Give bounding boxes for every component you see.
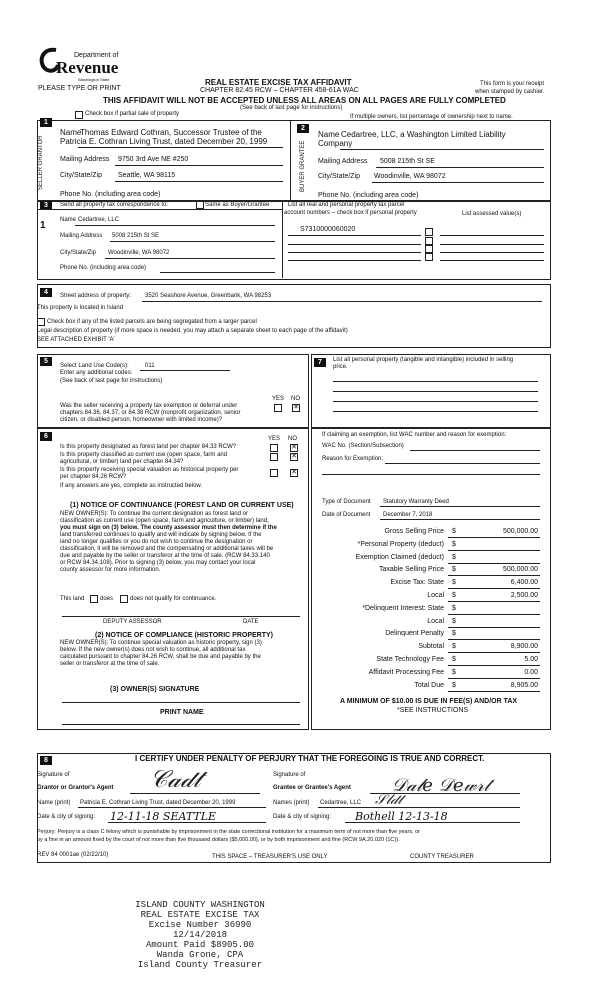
s6-q2-2: agricultural, or timber) land per chapter 84.34? (60, 459, 184, 465)
notice1-title: (1) NOTICE OF CONTINUANCE (FOREST LAND OR CURRENT USE) (70, 502, 294, 509)
grantor-date-city-label: Date & city of signing: (37, 814, 96, 820)
s4-legal: Legal description of property (if more space is needed, you may attach a separate sheet to each page of the affidavit) (37, 328, 348, 334)
notice1-line: or RCW 84.34.108). Prior to signing (3) below, you may contact your local (60, 560, 256, 566)
tax-row-dollar: $ (452, 553, 456, 561)
stamp-line: 12/14/2018 (172, 930, 227, 940)
notice2-body (60, 640, 262, 668)
tax-row-label: Total Due (414, 681, 444, 689)
tax-row (318, 540, 544, 551)
s3-send-label: Send all property tax correspondence to: (60, 202, 169, 208)
tax-row-dollar: $ (452, 643, 456, 651)
s5-yes-checkbox[interactable] (274, 404, 282, 412)
s3-row-number: 1 (40, 220, 46, 231)
tax-row (318, 553, 544, 564)
personal-property-checkbox-1[interactable] (425, 228, 433, 236)
tax-row-label: Taxable Selling Price (379, 566, 444, 574)
s3-city: Woodinville, WA 98072 (108, 250, 170, 256)
personal-property-checkbox-4[interactable] (425, 253, 433, 261)
tax-row-dollar: $ (452, 617, 456, 625)
tax-row-value: 0.00 (524, 668, 538, 676)
notice1-body (60, 511, 277, 574)
s6-q1-yes[interactable] (270, 444, 278, 452)
tax-row-dollar: $ (452, 630, 456, 638)
tax-row-dollar: $ (452, 681, 456, 689)
s5-q1-1: Was the seller receiving a property tax exemption or deferral under (60, 403, 238, 409)
s3-mailing: 5008 215th St SE (112, 233, 160, 239)
section-8-number: 8 (40, 756, 52, 765)
tax-row (318, 681, 544, 692)
deputy-assessor-label: DEPUTY ASSESSOR (103, 619, 162, 625)
grantee-date-city-label: Date & city of signing: (273, 814, 332, 820)
s1-mailing: 9750 3rd Ave NE #250 (118, 156, 189, 163)
s1-city-label: City/State/Zip (60, 172, 103, 179)
tax-row-label: Delinquent Penalty (385, 630, 444, 638)
s6-q2-1: Is this property classified as current use (open space, farm and (60, 452, 228, 458)
s4-segregated: Check box if any of the listed parcels are being segregated from a larger parcel (47, 319, 257, 325)
personal-property-checkbox-3[interactable] (425, 245, 433, 253)
section-2-number: 2 (297, 124, 309, 133)
notice2-title: (2) NOTICE OF COMPLIANCE (HISTORIC PROPERTY) (95, 632, 273, 639)
grantee-names-label: Names (print) (273, 800, 310, 806)
s1-name-label: Name (60, 128, 82, 137)
tax-row-dollar: $ (452, 566, 456, 574)
notice1-line: NEW OWNER(S): To continue the current designation as forest land or (60, 511, 248, 517)
s6-q1: Is this property designated as forest land per chapter 84.33 RCW? (60, 444, 237, 450)
s3-phone-label: Phone No. (including area code) (60, 265, 147, 271)
section-6-number: 6 (40, 432, 52, 441)
see-instructions-note: *SEE INSTRUCTIONS (397, 707, 469, 714)
s6-q3-yes[interactable] (270, 469, 278, 477)
exemption-claim-label: If claiming an exemption, list WAC number and reason for exemption: (322, 432, 507, 438)
s1-name-1: Thomas Edward Cothran, Successor Trustee of the (80, 128, 262, 137)
this-land-label: This land (60, 596, 85, 602)
wac-label: WAC No. (Section/Subsection) (322, 443, 404, 449)
s6-no: NO (288, 436, 297, 442)
notice2-line: seller or transferor at the time of sale. (60, 661, 160, 667)
s2-mailing-label: Mailing Address (318, 158, 368, 165)
s3-assessed-header: List assessed value(s) (462, 211, 522, 217)
notice1-line: land no longer qualifies or you do not wish to continue the designation or (60, 539, 253, 545)
s5-additional: Enter any additional codes: (60, 370, 133, 376)
grantee-signature: 𝒟𝒶𝓁𝑒 𝒟𝑒𝓌𝓇𝓉 (392, 775, 490, 796)
s6-q4: If any answers are yes, complete as instructed below. (60, 483, 203, 489)
logo-name: Revenue (56, 58, 119, 77)
treasurer-stamp (100, 900, 300, 970)
notice2-line: NEW OWNER(S): To continue special valuation as historic property, sign (3) (60, 640, 262, 646)
print-name-label: PRINT NAME (160, 709, 204, 716)
grantor-name-label: Name (print) (37, 800, 71, 806)
buyer-grantee-label: BUYER GRANTEE (300, 140, 306, 192)
date-doc: December 7, 2018 (383, 512, 433, 518)
grantor-date-city: 12-11-18 SEATTLE (110, 810, 217, 823)
tax-row-value: 6,400.00 (510, 579, 538, 587)
stamp-line: ISLAND COUNTY WASHINGTON (135, 900, 265, 910)
form-instructions: (See back of last page for instructions) (240, 105, 343, 111)
s2-city: Woodinville, WA 98072 (374, 173, 446, 180)
tax-row-dollar: $ (452, 668, 456, 676)
s7-list-2: price. (333, 364, 348, 370)
s6-q3-2: per chapter 84.26 RCW? (60, 474, 127, 480)
seller-grantor-label: SELLER GRANTOR (38, 135, 44, 190)
tax-row (318, 527, 544, 538)
tax-row-label: State Technology Fee (376, 656, 444, 663)
revenue-logo (38, 42, 128, 82)
perjury-note: Perjury: Perjury is a class C felony which is punishable by imprisonment in the state correctional institution for a maximum term of not more than five years, or (37, 829, 421, 835)
please-type: PLEASE TYPE OR PRINT (38, 85, 121, 92)
stamp-line: Wanda Grone, CPA (156, 950, 244, 960)
tax-row-label: Excise Tax: State (390, 579, 444, 587)
tax-row-dollar: $ (452, 579, 456, 587)
s4-street: 3520 Seashore Avenue, Greenbank, WA 98253 (145, 293, 272, 299)
tax-row (318, 642, 544, 653)
does-not-checkbox[interactable] (120, 595, 128, 603)
tax-row-label: Local (427, 617, 444, 625)
tax-row-label: *Personal Property (deduct) (357, 540, 444, 548)
minimum-due-note: A MINIMUM OF $10.00 IS DUE IN FEE(S) AND/OR TAX (340, 698, 518, 705)
section-8-box (37, 753, 551, 863)
notice1-line: county assessor for more information. (60, 567, 161, 573)
s1-city: Seattle, WA 98115 (118, 172, 176, 179)
tax-row-value: 500,000.00 (502, 566, 538, 574)
s5-q1-2: chapters 84.36, 84.37, or 84.38 RCW (nonprofit organization, senior (60, 410, 241, 416)
form-warning: THIS AFFIDAVIT WILL NOT BE ACCEPTED UNLESS ALL AREAS ON ALL PAGES ARE FULLY COMPLETED (103, 96, 506, 105)
s2-mailing: 5008 215th St SE (380, 158, 435, 165)
s6-q1-no[interactable]: ✕ (291, 444, 297, 451)
s3-accounts-header-1: List all real and personal property tax parcel (288, 202, 405, 208)
treasurer-space: THIS SPACE – TREASURER'S USE ONLY (212, 854, 328, 860)
type-doc: Statutory Warranty Deed (383, 499, 449, 505)
grantor-agent-label: Grantor or Grantor's Agent (37, 785, 114, 791)
stamp-line: Island County Treasurer (137, 960, 263, 970)
receipt-note: This form is your receipt (480, 81, 545, 87)
grantor-name: Patricia E. Cothran Living Trust, dated December 20, 1999 (80, 800, 236, 806)
s5-land-use-label: Select Land Use Code(s): (60, 363, 129, 369)
tax-row-label: Gross Selling Price (384, 528, 444, 535)
s4-located: This property is located in Island (37, 305, 124, 311)
does-checkbox[interactable] (90, 595, 98, 603)
same-as-buyer-checkbox[interactable] (196, 201, 204, 209)
tax-row-dollar: $ (452, 540, 456, 548)
s6-q3-1: Is this property receiving special valuation as historical property per (60, 467, 239, 473)
tax-row-value: 8,900.00 (510, 643, 538, 651)
grantor-sig-of: Signature of (37, 772, 70, 778)
tax-row-value: 500,000.00 (502, 528, 538, 535)
tax-row (318, 604, 544, 615)
grantee-date-city: Bothell 12-13-18 (355, 810, 448, 823)
tax-row-label: Local (427, 592, 444, 599)
s2-phone-label: Phone No. (including area code) (318, 192, 419, 199)
logo-state: Washington State (78, 77, 110, 82)
s5-no-checkbox[interactable]: ✕ (293, 404, 299, 411)
does-not-label: does not qualify for continuance. (130, 596, 217, 602)
receipt-note-2: when stamped by cashier. (475, 89, 545, 95)
tax-row-value: 2,500.00 (510, 592, 538, 599)
notice1-line: classification as current use (open space, farm and agriculture, or timber) land, (60, 518, 269, 524)
certify-statement: I CERTIFY UNDER PENALTY OF PERJURY THAT THE FOREGOING IS TRUE AND CORRECT. (135, 754, 485, 763)
notice1-line: land transferred continues to qualify and will indicate by signing below. If the (60, 532, 262, 538)
s3-account-1: S7310000060020 (300, 226, 356, 233)
s3-name: Cedartree, LLC (78, 217, 120, 223)
owner-signature-label: (3) OWNER(S) SIGNATURE (110, 686, 200, 693)
s1-mailing-label: Mailing Address (60, 156, 110, 163)
reason-label: Reason for Exemption: (322, 456, 384, 462)
tax-row (318, 655, 544, 666)
s1-phone-label: Phone No. (including area code) (60, 191, 161, 198)
tax-row-label: Exemption Claimed (deduct) (355, 553, 444, 561)
s5-q1-3: citizen, or disabled person, homeowner with limited income)? (60, 417, 223, 423)
grantor-signature: 𝒞𝒶𝒹𝓉 (150, 765, 201, 793)
tax-row-value: 5.00 (524, 656, 538, 663)
tax-row (318, 629, 544, 640)
s3-same-label: Same as Buyer/Grantee (205, 202, 270, 208)
s5-yes: YES (272, 396, 285, 402)
s3-name-label: Name (60, 217, 77, 223)
form-chapter: CHAPTER 82.45 RCW – CHAPTER 458-61A WAC (200, 87, 359, 94)
deputy-date-label: DATE (243, 619, 259, 625)
section-7-number: 7 (314, 358, 326, 367)
tax-row (318, 565, 544, 576)
notice1-line: due and payable by the seller or transferor at the time of sale. (RCW 84.33.140 (60, 553, 270, 559)
tax-row-label: Subtotal (418, 643, 444, 651)
notice1-line: classification, it will be removed and the compensating or additional taxes will be (60, 546, 274, 552)
s5-no: NO (291, 396, 300, 402)
tax-row (318, 668, 544, 679)
partial-sale-checkbox[interactable] (75, 111, 83, 119)
s4-see-attached: SEE ATTACHED EXHIBIT 'A' (37, 337, 115, 343)
grantee-print-signature: 𝒮𝓁𝒹𝓉 (375, 792, 403, 808)
grantee-sig-of: Signature of (273, 772, 306, 778)
section-4-number: 4 (40, 288, 52, 297)
stamp-line: Excise Number 36990 (148, 920, 252, 930)
s7-list-1: List all personal property (tangible and intangible) included in selling (333, 357, 514, 363)
grantee-name: Cedartree, LLC (320, 800, 362, 806)
tax-row (318, 617, 544, 628)
s3-accounts-header-2: account numbers – check box if personal property (284, 210, 417, 216)
s6-q2-yes[interactable] (270, 453, 278, 461)
date-doc-label: Date of Document (322, 512, 371, 518)
section-3-number: 3 (40, 201, 52, 210)
grantee-agent-label: Grantee or Grantee's Agent (273, 785, 351, 791)
partial-sale-label: Check box if partial sale of property (85, 111, 180, 117)
s6-q3-no[interactable]: ✕ (291, 469, 297, 476)
s5-land-use: 011 (145, 363, 155, 369)
tax-row (318, 591, 544, 602)
tax-row-dollar: $ (452, 604, 456, 612)
multiple-owners-note: If multiple owners, list percentage of ownership next to name. (350, 114, 513, 120)
form-title: REAL ESTATE EXCISE TAX AFFIDAVIT (205, 78, 352, 87)
notice1-line: you must sign on (3) below. The county assessor must then determine if the (60, 525, 277, 531)
segregated-checkbox[interactable] (37, 318, 45, 326)
tax-row-dollar: $ (452, 592, 456, 599)
s2-name-1: Cedartree, LLC, a Washington Limited Liability (341, 130, 506, 139)
s6-q2-no[interactable]: ✕ (291, 453, 297, 460)
county-treasurer: COUNTY TREASURER (410, 854, 474, 860)
stamp-line: Amount Paid $8905.00 (145, 940, 255, 950)
section-1-number: 1 (40, 118, 52, 127)
tax-row-label: *Delinquent Interest: State (362, 604, 444, 612)
tax-row-dollar: $ (452, 528, 456, 535)
s2-name-2: Company (318, 139, 353, 148)
stamp-line: REAL ESTATE EXCISE TAX (140, 910, 260, 920)
s1-name-2: Patricia E. Cothran Living Trust, dated December 20, 1999 (60, 137, 268, 146)
tax-row-value: 8,905.00 (510, 681, 538, 689)
rev-number: REV 84 0001ae (02/22/10) (37, 852, 109, 858)
notice2-line: calculated pursuant to chapter 84.26 RCW, shall be due and payable by the (60, 654, 261, 660)
perjury-note-2: by a fine in an amount fixed by the court of not more than five thousand dollars ($5,000.00), or by both imprisonment and fine (RCW 9A.20.020 (1C)). (37, 837, 400, 843)
section-5-number: 5 (40, 357, 52, 366)
s3-mailing-label: Mailing Address (60, 233, 103, 239)
tax-row (318, 578, 544, 589)
s6-yes: YES (268, 436, 281, 442)
s3-city-label: City/State/Zip (60, 250, 97, 256)
type-doc-label: Type of Document (322, 499, 371, 505)
s4-street-label: Street address of property: (60, 293, 132, 299)
logo-dept: Department of (74, 52, 119, 59)
does-label: does (100, 596, 114, 602)
s2-name-label: Name (318, 130, 340, 139)
notice2-line: below. If the new owner(s) does not wish to continue, all additional tax (60, 647, 246, 653)
s2-city-label: City/State/Zip (318, 173, 361, 180)
tax-row-dollar: $ (452, 656, 456, 663)
personal-property-checkbox-2[interactable] (425, 237, 433, 245)
s5-see-back: (See back of last page for instructions) (60, 378, 163, 384)
tax-row-label: Affidavit Processing Fee (368, 668, 444, 676)
